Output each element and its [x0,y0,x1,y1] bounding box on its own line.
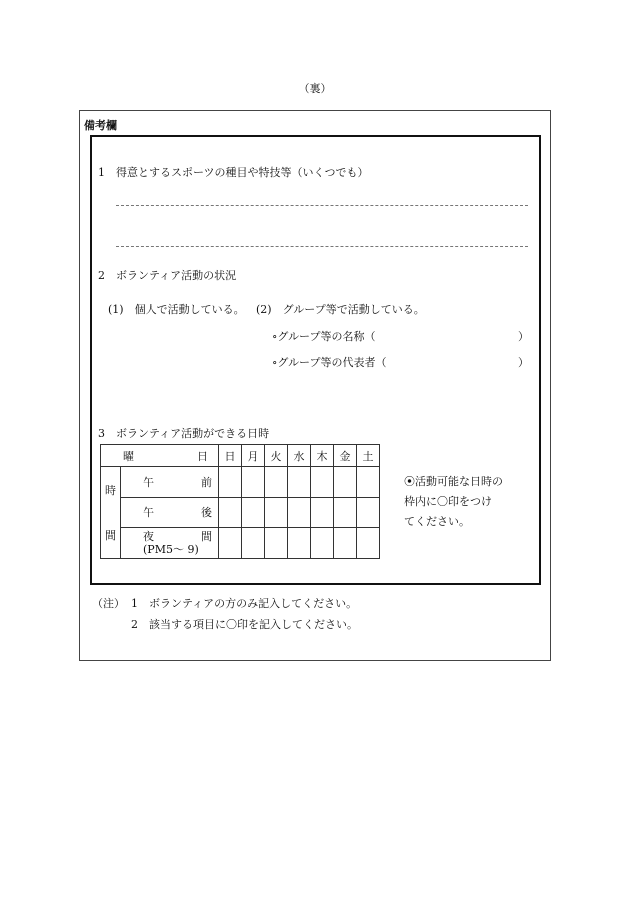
table-row-night [101,528,380,559]
note-item-2: 2 該当する項目に〇印を記入してください。 [131,618,358,631]
cell-afternoon-thu[interactable] [311,497,334,528]
cell-night-fri[interactable] [334,528,357,559]
youbi-header [101,445,219,467]
day-header-tue: 火 [265,445,288,467]
cell-afternoon-sat[interactable] [357,497,380,528]
day-header-sat: 土 [357,445,380,467]
morning-left: 午 [143,475,154,489]
day-header-mon: 月 [242,445,265,467]
morning-right: 前 [201,475,212,489]
section1-heading: 1 得意とするスポーツの種目や特技等（いくつでも） [98,166,369,179]
cell-afternoon-sun[interactable] [219,497,242,528]
instruction-line-3: てください。 [404,515,470,528]
cell-morning-wed[interactable] [288,467,311,498]
youbi-right: 日 [197,449,208,463]
group-name-close-paren: ） [518,330,529,343]
cell-night-sat[interactable] [357,528,380,559]
remarks-label: 備考欄 [84,119,117,132]
cell-night-wed[interactable] [288,528,311,559]
group-name-label: ∘グループ等の名称（ [272,330,376,343]
cell-afternoon-mon[interactable] [242,497,265,528]
jikan-top: 時 [105,483,116,497]
slot-label-afternoon [121,497,219,528]
day-header-fri: 金 [334,445,357,467]
option-group[interactable]: (2) グループ等で活動している。 [256,303,425,316]
cell-morning-sat[interactable] [357,467,380,498]
afternoon-right: 後 [201,506,212,520]
availability-table [100,444,380,559]
instruction-line-2: 枠内に〇印をつけ [404,495,492,508]
day-header-wed: 水 [288,445,311,467]
instruction-block [404,472,503,532]
group-rep-label: ∘グループ等の代表者（ [272,356,387,369]
table-row-afternoon [101,497,380,528]
notes-label: （注） [92,597,125,610]
table-row-morning [101,467,380,498]
note-item-1: 1 ボランティアの方のみ記入してください。 [131,597,358,610]
jikan-bottom: 間 [105,529,116,543]
page-side-label: （裏） [298,82,332,95]
cell-afternoon-tue[interactable] [265,497,288,528]
instruction-line-1: ⦿活動可能な日時の [404,475,503,488]
cell-morning-fri[interactable] [334,467,357,498]
cell-night-mon[interactable] [242,528,265,559]
sports-write-line-1[interactable] [116,205,528,206]
table-header-row [101,445,380,467]
slot-label-morning [121,467,219,498]
night-left: 夜 [143,530,154,544]
section2-heading: 2 ボランティア活動の状況 [98,269,237,282]
cell-afternoon-wed[interactable] [288,497,311,528]
youbi-left: 曜 [123,449,134,463]
night-right: 間 [201,530,212,544]
jikan-label [101,467,121,559]
cell-afternoon-fri[interactable] [334,497,357,528]
cell-night-tue[interactable] [265,528,288,559]
section3-heading: 3 ボランティア活動ができる日時 [98,427,270,440]
day-header-thu: 木 [311,445,334,467]
day-header-sun: 日 [219,445,242,467]
slot-label-night [121,528,219,559]
cell-morning-thu[interactable] [311,467,334,498]
afternoon-left: 午 [143,506,154,520]
cell-night-sun[interactable] [219,528,242,559]
sports-write-line-2[interactable] [116,246,528,247]
cell-morning-mon[interactable] [242,467,265,498]
night-sub: (PM5～ 9) [143,543,199,557]
cell-night-thu[interactable] [311,528,334,559]
cell-morning-sun[interactable] [219,467,242,498]
cell-morning-tue[interactable] [265,467,288,498]
group-rep-close-paren: ） [518,356,529,369]
option-individual[interactable]: (1) 個人で活動している。 [108,303,245,316]
